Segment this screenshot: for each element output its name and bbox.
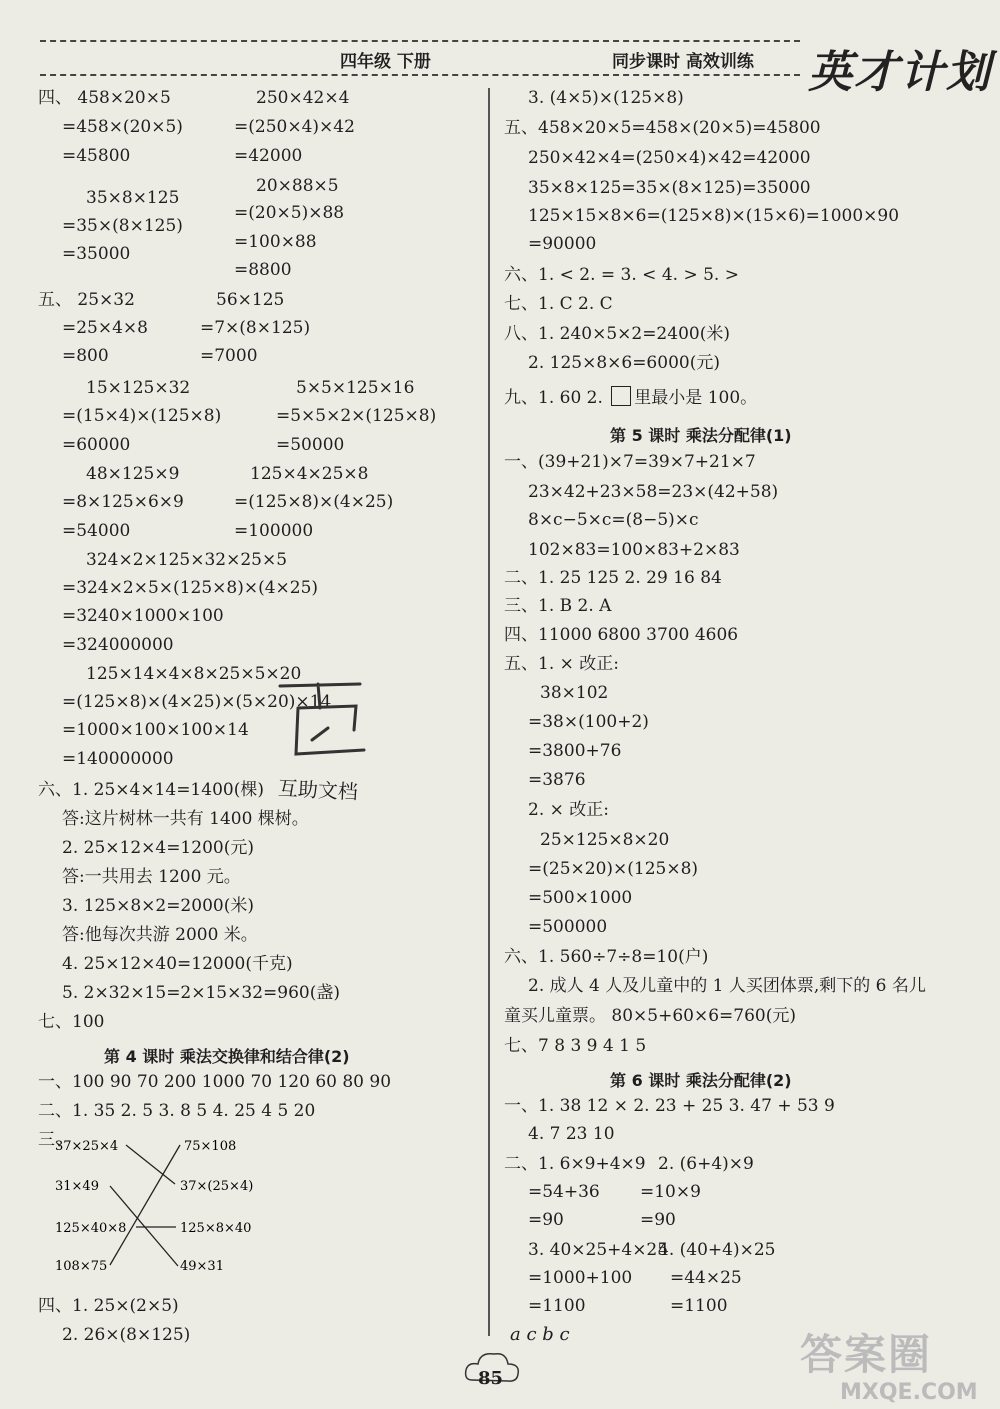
left-line: =(250×4)×42 — [234, 117, 355, 137]
left-line: 35×8×125 — [86, 188, 180, 208]
left-line: =45800 — [62, 146, 131, 166]
left-line: 125×14×4×8×25×5×20 — [86, 664, 302, 684]
right-line: =1000+100 — [528, 1268, 633, 1288]
right-line: =(25×20)×(125×8) — [528, 859, 699, 879]
watermark-url: MXQE.COM — [840, 1380, 978, 1405]
right-line: 六、1. < 2. = 3. < 4. > 5. > — [504, 265, 739, 285]
right-line: 23×42+23×58=23×(42+58) — [528, 482, 779, 502]
right-line: =3876 — [528, 770, 586, 790]
left-line: =100000 — [234, 521, 314, 541]
grade-label: 四年级 下册 — [340, 52, 431, 72]
right-line: 8×c−5×c=(8−5)×c — [528, 510, 699, 530]
right-line: 2. × 改正: — [528, 800, 609, 820]
left-line: 5. 2×32×15=2×15×32=960(盏) — [62, 983, 340, 1003]
left-line: 2. 26×(8×125) — [62, 1325, 191, 1345]
right-line: 一、(39+21)×7=39×7+21×7 — [504, 452, 756, 472]
series-subtitle: 同步课时 高效训练 — [612, 52, 754, 72]
footer-letters: a c b c — [510, 1324, 570, 1345]
left-line: =100×88 — [234, 232, 317, 252]
left-line: 324×2×125×32×25×5 — [86, 550, 288, 570]
right-line: =90000 — [528, 234, 597, 254]
left-line: 48×125×9 — [86, 464, 180, 484]
match-left-item: 37×25×4 — [55, 1139, 119, 1154]
left-line: =35000 — [62, 244, 131, 264]
left-line: 3. 125×8×2=2000(米) — [62, 896, 254, 916]
section-heading-lesson-6: 第 6 课时 乘法分配律(2) — [610, 1071, 792, 1090]
right-line: =1100 — [670, 1296, 728, 1316]
left-line: 5×5×125×16 — [296, 378, 415, 398]
left-line: 三、 — [38, 1130, 72, 1150]
left-line: 20×88×5 — [256, 176, 339, 196]
left-line: 五、 25×32 — [38, 290, 135, 310]
left-line: 250×42×4 — [256, 88, 350, 108]
right-line: =38×(100+2) — [528, 712, 649, 732]
left-line: =50000 — [276, 435, 345, 455]
right-line: 38×102 — [540, 683, 609, 703]
right-line: 六、1. 560÷7÷8=10(户) — [504, 947, 709, 967]
left-line: 二、1. 35 2. 5 3. 8 5 4. 25 4 5 20 — [38, 1101, 316, 1121]
match-right-item: 75×108 — [184, 1139, 237, 1154]
right-line: 七、1. C 2. C — [504, 294, 613, 314]
right-line: 七、7 8 3 9 4 1 5 — [504, 1036, 647, 1056]
right-line: 童买儿童票。 80×5+60×6=760(元) — [504, 1006, 796, 1026]
left-line: =324×2×5×(125×8)×(4×25) — [62, 578, 319, 598]
left-line: =(20×5)×88 — [234, 203, 345, 223]
left-line: 答:这片树林一共有 1400 棵树。 — [62, 809, 309, 829]
left-line: 15×125×32 — [86, 378, 191, 398]
left-line: =25×4×8 — [62, 318, 148, 338]
match-right-item: 49×31 — [180, 1259, 224, 1274]
match-line — [110, 1145, 180, 1265]
right-line: 35×8×125=35×(8×125)=35000 — [528, 178, 811, 198]
right-line: =44×25 — [670, 1268, 742, 1288]
answer-box — [611, 386, 631, 406]
right-line: 五、1. × 改正: — [504, 654, 619, 674]
right-line: =3800+76 — [528, 741, 622, 761]
right-line: =1100 — [528, 1296, 586, 1316]
match-left-item: 125×40×8 — [55, 1221, 127, 1236]
left-line: =7×(8×125) — [200, 318, 311, 338]
match-line — [126, 1145, 175, 1184]
right-line-part: 九、1. 60 2. — [504, 388, 609, 408]
left-line: =324000000 — [62, 635, 174, 655]
left-line: =8800 — [234, 260, 292, 280]
section-heading-lesson-5: 第 5 课时 乘法分配律(1) — [610, 426, 792, 445]
left-line: 六、1. 25×4×14=1400(棵) — [38, 780, 264, 800]
match-left-item: 31×49 — [55, 1179, 99, 1194]
left-line: =8×125×6×9 — [62, 492, 184, 512]
right-line: 2. 成人 4 人及儿童中的 1 人买团体票,剩下的 6 名儿 — [528, 976, 926, 996]
page-number: 85 — [478, 1368, 504, 1389]
stamp-mark — [268, 668, 378, 778]
right-line: 八、1. 240×5×2=2400(米) — [504, 324, 730, 344]
right-line: 2. 125×8×6=6000(元) — [528, 353, 720, 373]
left-line: =1000×100×100×14 — [62, 720, 249, 740]
right-line: 三、1. B 2. A — [504, 596, 612, 616]
brand-logo: 英才计划 — [808, 47, 992, 98]
right-line: 二、1. 6×9+4×9 — [504, 1154, 646, 1174]
right-line: 四、11000 6800 3700 4606 — [504, 625, 739, 645]
left-line: =140000000 — [62, 749, 174, 769]
match-left-item: 108×75 — [55, 1259, 108, 1274]
right-line-part: 里最小是 100。 — [634, 388, 758, 408]
left-line: 56×125 — [216, 290, 285, 310]
section-heading-lesson-4: 第 4 课时 乘法交换律和结合律(2) — [104, 1047, 350, 1066]
right-line: 3. 40×25+4×25 — [528, 1240, 669, 1260]
match-right-item: 125×8×40 — [180, 1221, 252, 1236]
right-line — [504, 386, 757, 408]
left-line: 四、 458×20×5 — [38, 88, 171, 108]
left-line: =7000 — [200, 346, 258, 366]
right-line: 4. (40+4)×25 — [658, 1240, 776, 1260]
header-top-rule — [40, 40, 800, 42]
watermark-logo: 答案圈 — [800, 1330, 933, 1379]
left-line: 125×4×25×8 — [250, 464, 369, 484]
left-line: =(15×4)×(125×8) — [62, 406, 222, 426]
left-line: 七、100 — [38, 1012, 105, 1032]
left-line: 一、100 90 70 200 1000 70 120 60 80 90 — [38, 1072, 392, 1092]
left-line: =(125×8)×(4×25)×(5×20)×14 — [62, 692, 332, 712]
header-bottom-rule — [40, 74, 800, 76]
left-line: 2. 25×12×4=1200(元) — [62, 838, 254, 858]
left-line: =35×(8×125) — [62, 216, 183, 236]
left-line: =3240×1000×100 — [62, 606, 224, 626]
matching-diagram — [50, 1132, 300, 1282]
match-right-item: 37×(25×4) — [180, 1179, 254, 1194]
right-line: 4. 7 23 10 — [528, 1124, 615, 1144]
right-line: 五、458×20×5=458×(20×5)=45800 — [504, 118, 821, 138]
right-line: 25×125×8×20 — [540, 830, 670, 850]
right-line: 二、1. 25 125 2. 29 16 84 — [504, 568, 722, 588]
left-line: =54000 — [62, 521, 131, 541]
left-line: =458×(20×5) — [62, 117, 183, 137]
right-line: 102×83=100×83+2×83 — [528, 540, 740, 560]
left-line: =(125×8)×(4×25) — [234, 492, 394, 512]
right-line: =90 — [528, 1210, 564, 1230]
right-line: 2. (6+4)×9 — [658, 1154, 754, 1174]
right-line: 一、1. 38 12 × 2. 23 + 25 3. 47 + 53 9 — [504, 1096, 835, 1116]
left-line: =60000 — [62, 435, 131, 455]
right-line: =90 — [640, 1210, 676, 1230]
right-line: =500×1000 — [528, 888, 633, 908]
right-line: 250×42×4=(250×4)×42=42000 — [528, 148, 811, 168]
right-line: 3. (4×5)×(125×8) — [528, 88, 684, 108]
column-divider — [488, 88, 490, 1336]
right-line: 125×15×8×6=(125×8)×(15×6)=1000×90 — [528, 206, 900, 226]
left-line: 4. 25×12×40=12000(千克) — [62, 954, 293, 974]
left-line: =800 — [62, 346, 109, 366]
left-line: 答:他每次共游 2000 米。 — [62, 925, 258, 945]
left-line: =42000 — [234, 146, 303, 166]
stamp-label: 互助文档 — [277, 775, 359, 805]
left-line: 四、1. 25×(2×5) — [38, 1296, 179, 1316]
left-line: =5×5×2×(125×8) — [276, 406, 437, 426]
left-line: 答:一共用去 1200 元。 — [62, 867, 241, 887]
right-line: =10×9 — [640, 1182, 701, 1202]
right-line: =54+36 — [528, 1182, 600, 1202]
right-line: =500000 — [528, 917, 608, 937]
